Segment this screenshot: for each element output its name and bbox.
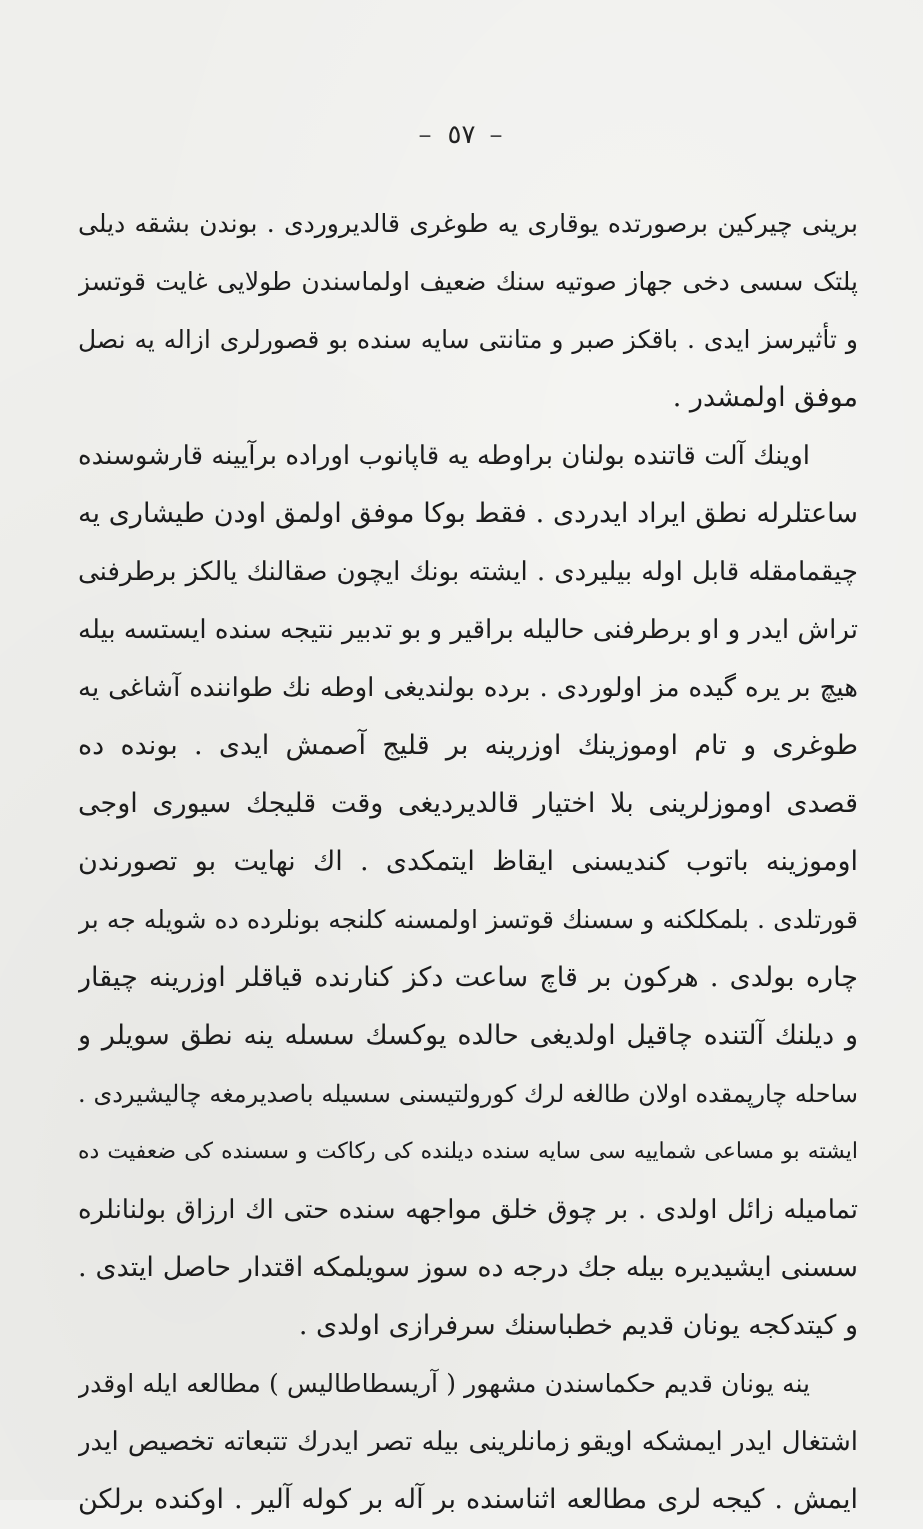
text-line: ینه یونان قدیم حکماسندن مشهور ( آریسطاطالیس ) مطالعه ایله اوقدر	[78, 1369, 810, 1398]
text-line: اوموزینه باتوب کندیسنی ایقاظ ایتمکدی . اك نهایت بو تصورندن	[78, 846, 858, 877]
page-number-dash-left: –	[489, 120, 505, 150]
text-line: اشتغال ایدر ایمشکه اویقو زمانلرینی بیله تصر ایدرك تتبعاته تخصیص ایدر	[78, 1427, 858, 1457]
text-line: موفق اولمشدر .	[672, 382, 858, 413]
text-line: چاره بولدی . هرکون بر قاچ ساعت دکز کنارنده قیاقلر اوزرینه چیقار	[78, 962, 858, 993]
text-line: ساعتلرله نطق ایراد ایدردی . فقط بوکا موفق اولمق اودن طیشاری یه	[78, 498, 858, 529]
text-line: پلتک سسی دخی جهاز صوتیه سنك ضعیف اولماسندن طولایی غایت قوتسز	[78, 267, 858, 296]
text-line: ساحله چارپمقده اولان طالغه لرك کورولتیسنی سسیله باصدیرمغه چالیشیردی .	[78, 1080, 858, 1108]
text-line: سسنی ایشیدیره بیله جك درجه ده سوز سویلمکه اقتدار حاصل ایتدی .	[78, 1252, 858, 1283]
text-line: هیچ بر یره گیده مز اولوردی . برده بولندیغی اوطه نك طواننده آشاغی یه	[78, 673, 858, 703]
text-line: و دیلنك آلتنده چاقیل اولدیغی حالده یوکسك سسله ینه نطق سویلر و	[78, 1020, 858, 1051]
text-line: تراش ایدر و او برطرفنی حالیله براقیر و بو تدبیر نتیجه سنده ایستسه بیله	[78, 615, 858, 645]
text-line: ایشته بو مساعی شماییه سی سایه سنده دیلنده کی رکاکت و سسنده کی ضعفیت ده	[78, 1139, 858, 1164]
text-line: قورتلدی . بلمکلکنه و سسنك قوتسز اولمسنه کلنجه بونلرده ده شویله جه بر	[78, 905, 858, 934]
text-line: برینی چیرکین برصورتده یوقاری یه طوغری قالدیروردی . بوندن بشقه دیلی	[78, 209, 858, 238]
page-number-value: ٥٧	[447, 120, 476, 150]
text-line: اوینك آلت قاتنده بولنان براوطه یه قاپانوب اوراده برآیینه قارشوسنده	[78, 441, 810, 471]
text-line: چیقمامقله قابل اوله بیلیردی . ایشته بونك ایچون صقالنك یالکز برطرفنی	[78, 557, 858, 587]
text-line: و تأثیرسز ایدی . باقکز صبر و متانتی سایه سنده بو قصورلری ازاله یه نصل	[78, 325, 858, 354]
text-line: ایمش . کیجه لری مطالعه اثناسنده بر آله بر کوله آلیر . اوکنده برلکن	[78, 1484, 858, 1515]
text-line: و کیتدکجه یونان قدیم خطباسنك سرفرازی اولدی .	[298, 1310, 858, 1341]
page-number-dash-right: –	[418, 120, 434, 150]
text-line: طوغری و تام اوموزینك اوزرینه بر قلیج آصمش ایدی . بونده ده	[78, 730, 858, 761]
body-text	[78, 195, 858, 1529]
text-line: قصدی اوموزلرینی بلا اختیار قالدیردیغی وقت قلیجك سیوری اوجی	[78, 788, 858, 819]
page-number	[0, 120, 923, 150]
text-line: تماميله زائل اولدی . بر چوق خلق مواجهه سنده حتی اك ارزاق بولنانلره	[78, 1195, 858, 1225]
